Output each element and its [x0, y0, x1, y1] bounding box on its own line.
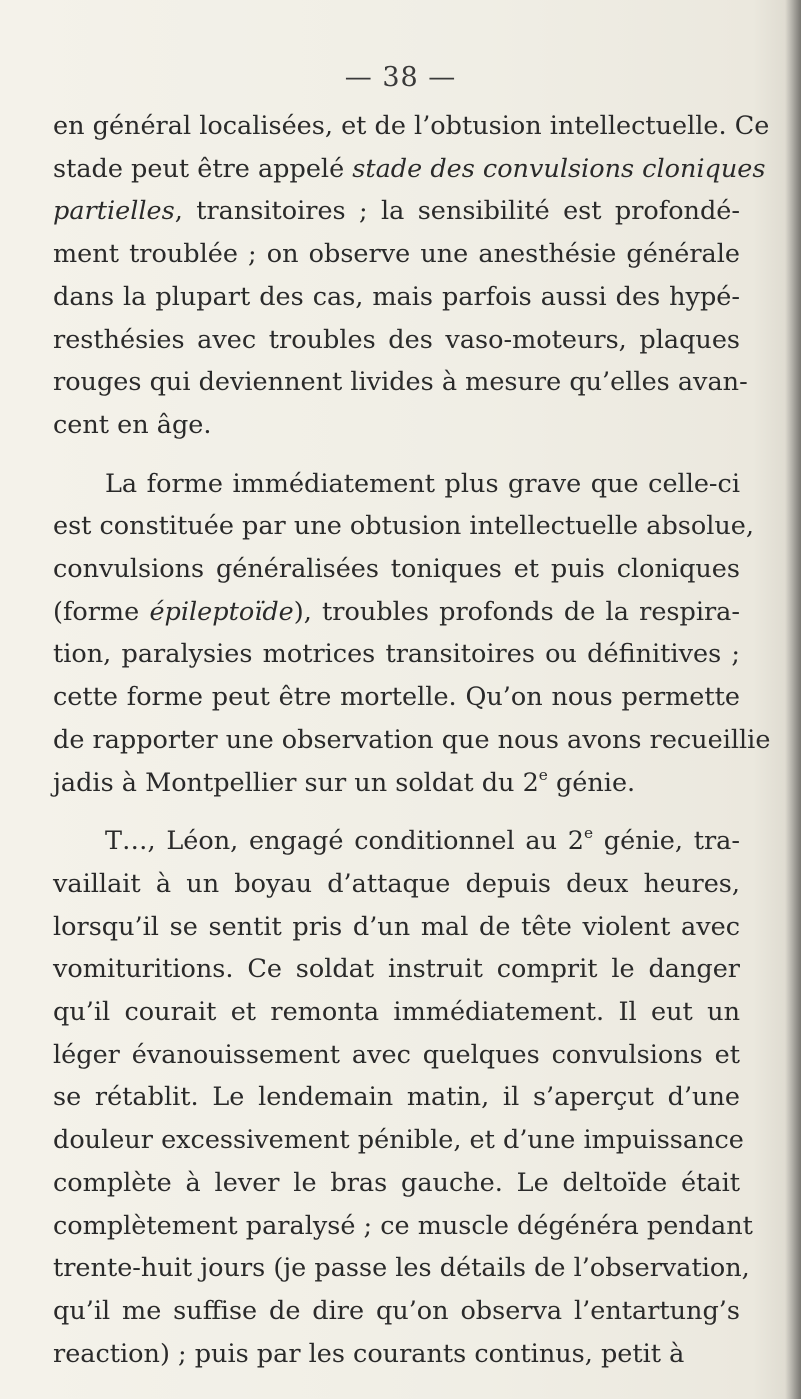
text-segment: léger évanouissement avec quelques convulsions et — [53, 1039, 740, 1070]
text-segment: cette forme peut être mortelle. Qu’on nous permette — [53, 682, 740, 713]
text-segment: lorsqu’il se sentit pris d’un mal de tête violent avec — [53, 911, 740, 942]
text-segment: complètement paralysé ; ce muscle dégénéra pendant — [53, 1210, 753, 1241]
text-segment: La forme immédiatement plus grave que celle-ci — [105, 468, 740, 499]
text-segment: en général localisées, et de l’obtusion intellectuelle. Ce — [53, 111, 770, 141]
paragraph-gap — [53, 804, 740, 820]
text-line — [53, 505, 754, 548]
text-segment: , transitoires ; la sensibilité est profondé- — [174, 196, 740, 227]
text-line — [53, 233, 740, 276]
text-segment: dans la plupart des cas, mais parfois aussi des hypé- — [53, 281, 740, 312]
text-line — [53, 361, 748, 404]
text-line — [53, 1247, 750, 1290]
text-segment: vaillait à un boyau d’attaque depuis deux heures, — [53, 868, 740, 899]
text-segment: de rapporter une observation que nous avons recueillie — [53, 724, 771, 755]
body-text — [53, 105, 771, 1375]
text-segment: génie. — [547, 767, 636, 798]
text-line — [53, 319, 740, 362]
text-line — [53, 1333, 740, 1376]
superscript: e — [538, 765, 548, 784]
page-gutter-shadow — [785, 0, 801, 1399]
text-line — [53, 762, 740, 805]
page-number: — 38 — — [344, 62, 457, 93]
text-segment: stade peut être appelé — [53, 153, 353, 184]
text-segment: qu’il me suffise de dire qu’on observa l’entartung’s — [53, 1295, 740, 1326]
paragraph — [53, 105, 770, 447]
text-segment: vomituritions. Ce soldat instruit comprit le danger — [53, 954, 740, 985]
text-line — [53, 820, 740, 863]
text-segment: reaction) ; puis par les courants continus, petit à — [53, 1338, 685, 1369]
text-line — [53, 463, 740, 506]
text-segment: trente-huit jours (je passe les détails de l’observation, — [53, 1253, 750, 1284]
text-segment: ment troublée ; on observe une anesthésie générale — [53, 239, 740, 270]
text-line — [53, 991, 740, 1034]
superscript: e — [583, 824, 594, 843]
text-line — [53, 404, 740, 447]
text-line — [53, 591, 740, 634]
text-line — [53, 1119, 744, 1162]
text-line — [53, 676, 740, 719]
text-segment: convulsions généralisées toniques et puis cloniques — [53, 554, 740, 585]
paragraph-gap — [53, 447, 740, 463]
text-segment: qu’il courait et remonta immédiatement. Il eut un — [53, 997, 740, 1028]
text-segment: rouges qui deviennent livides à mesure qu’elles avan- — [53, 367, 748, 398]
text-line — [53, 633, 740, 676]
text-line — [53, 148, 766, 191]
text-segment: se rétablit. Le lendemain matin, il s’aperçut d’une — [53, 1082, 740, 1113]
text-segment: (forme — [53, 596, 150, 627]
text-line — [53, 1290, 740, 1333]
paragraph — [53, 820, 753, 1375]
italic-text: stade des convulsions cloniques — [352, 153, 766, 184]
italic-text: partielles — [53, 196, 175, 227]
text-segment: cent en âge. — [53, 409, 212, 440]
text-line — [53, 948, 740, 991]
text-line — [53, 1076, 740, 1119]
text-line — [53, 863, 740, 906]
text-segment: douleur excessivement pénible, et d’une impuissance — [53, 1125, 744, 1156]
text-line — [53, 719, 771, 762]
text-segment: génie, tra- — [593, 826, 740, 857]
text-segment: complète à lever le bras gauche. Le deltoïde était — [53, 1167, 740, 1198]
text-line — [53, 276, 740, 319]
text-line — [53, 105, 770, 148]
text-line — [53, 190, 740, 233]
text-segment: est constituée par une obtusion intellectuelle absolue, — [53, 511, 754, 542]
text-line — [53, 1162, 740, 1205]
text-line — [53, 906, 740, 949]
italic-text: épileptoïde — [149, 596, 294, 627]
text-line — [53, 548, 740, 591]
text-segment: jadis à Montpellier sur un soldat du 2 — [53, 767, 539, 798]
paragraph — [53, 463, 771, 805]
text-segment: T…, Léon, engagé conditionnel au 2 — [105, 826, 584, 857]
text-line — [53, 1205, 753, 1248]
text-segment: ), troubles profonds de la respira- — [293, 596, 740, 627]
text-segment: tion, paralysies motrices transitoires ou définitives ; — [53, 639, 740, 670]
text-segment: resthésies avec troubles des vaso-moteurs, plaques — [53, 324, 740, 355]
text-line — [53, 1034, 740, 1077]
